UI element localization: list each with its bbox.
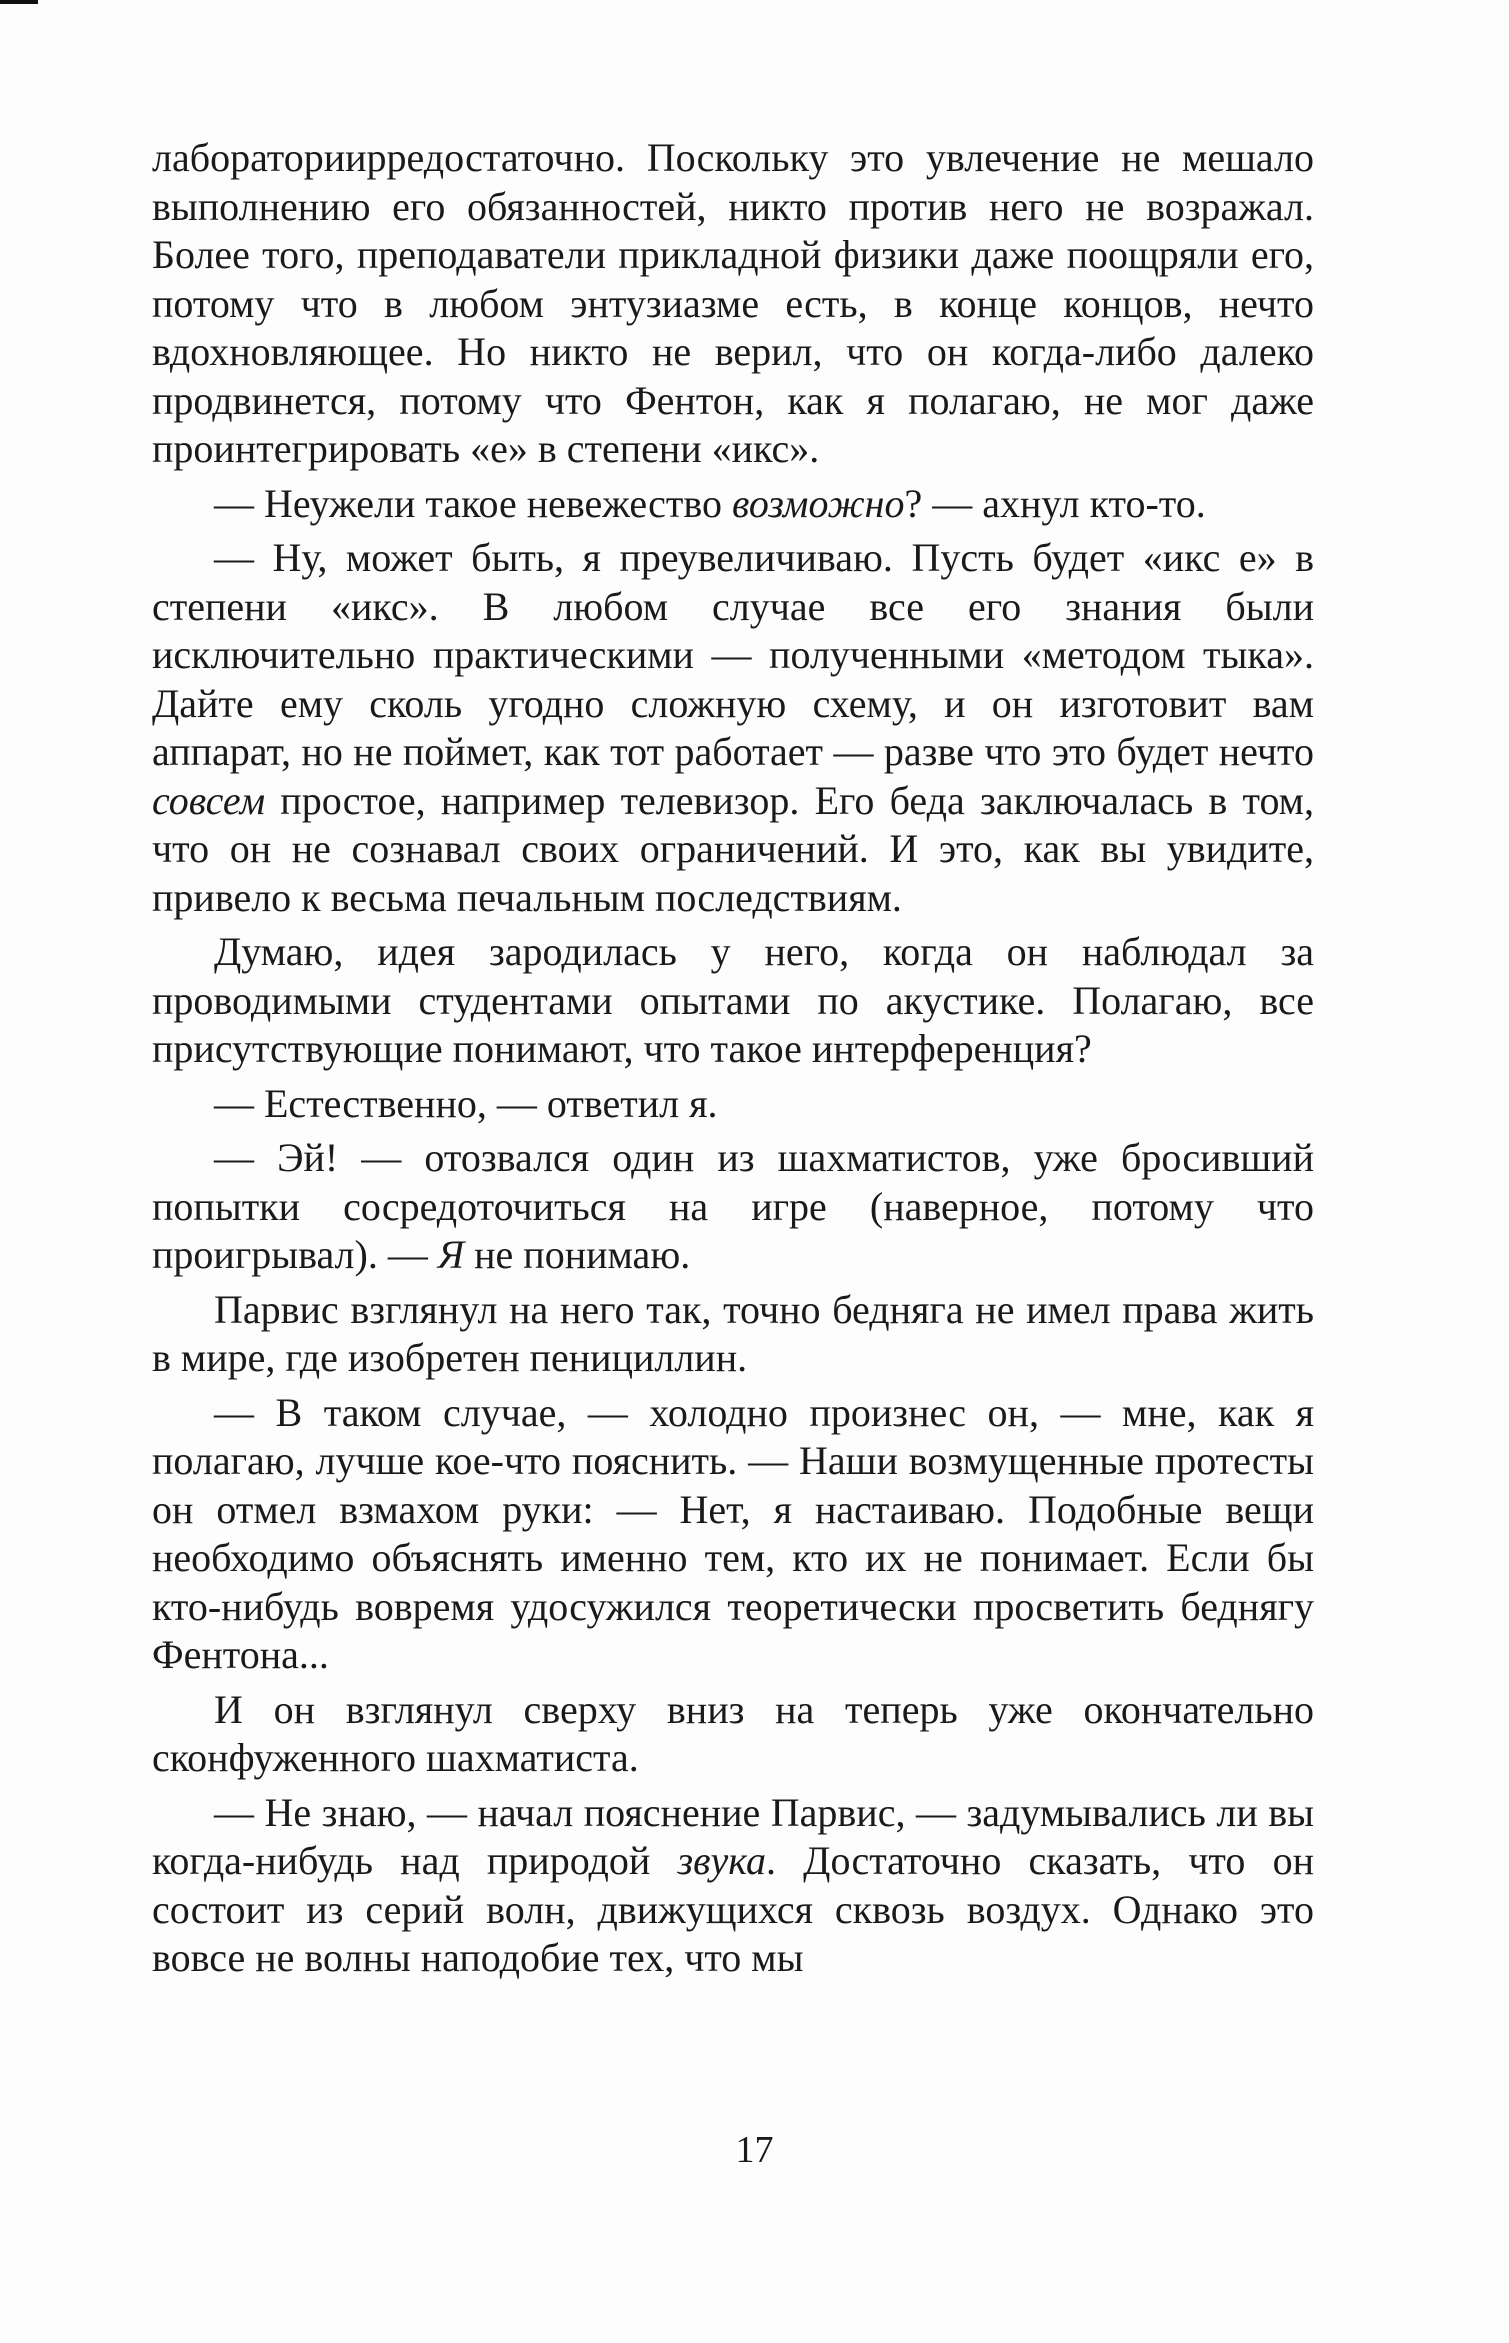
text-run: — Эй! — отозвался один из шахматистов, уже бросивший попытки сосредоточиться на игре (наверное, потому что проигрывал). — <box>152 1135 1314 1277</box>
paragraph <box>152 534 1314 922</box>
text-run: простое, например телевизор. Его беда заключалась в том, что он не сознавал своих ограничений. И это, как вы увидите, привело к весьма печальным последствиям. <box>152 777 1314 920</box>
text-run: ? — ахнул кто-то. <box>904 480 1206 526</box>
text-run: — Естественно, — ответил я. <box>214 1080 718 1126</box>
text-run: — Не знаю, — начал пояснение Парвис, — задумывались ли вы когда-нибудь над природой <box>152 1789 1314 1883</box>
paragraph <box>152 1686 1314 1783</box>
paragraph <box>152 1286 1314 1383</box>
body-text <box>152 134 1314 1989</box>
paragraph <box>152 1080 1314 1129</box>
text-run: не понимаю. <box>464 1232 691 1277</box>
text-run: — В таком случае, — холодно произнес он, — мне, как я полагаю, лучше кое-что пояснить. — Наши возмущенные протесты он отмел взмахом руки: — Нет, я настаиваю. Подобные вещи необходимо объяснять именно тем, кто их не понимает. Если бы кто-нибудь вовремя удосужился теоретически просветить беднягу Фентона... <box>152 1389 1314 1677</box>
paragraph <box>152 1789 1314 1983</box>
text-run: . Достаточно сказать, что он состоит из серий волн, движущихся сквозь воздух. Однако это вовсе не волны наподобие тех, что мы <box>152 1838 1315 1980</box>
text-run: Парвис взглянул на него так, точно бедняга не имел права жить в мире, где изобретен пенициллин. <box>152 1286 1314 1380</box>
italic-text-run: Я <box>437 1232 465 1277</box>
paragraph <box>152 1134 1314 1280</box>
italic-text-run: звука <box>677 1838 766 1883</box>
paragraph <box>152 928 1314 1074</box>
paragraph <box>152 1389 1314 1680</box>
paragraph <box>152 480 1314 529</box>
italic-text-run: возможно <box>732 480 905 526</box>
paragraph <box>152 134 1314 474</box>
text-run: — Неужели такое невежество <box>214 480 732 526</box>
text-run: лабораторииpредостаточно. Поскольку это увлечение не мешало выполнению его обязанностей, никто против него не возражал. Более того, преподаватели прикладной физики даже поощряли его, потому что в любом энтузиазме есть, в конце концов, нечто вдохновляющее. Но никто не верил, что он когда-либо далеко продвинется, потому что Фентон, как я полагаю, не мог даже проинтегрировать «е» в степени «икс». <box>152 135 1314 471</box>
italic-text-run: совсем <box>152 777 266 823</box>
text-run: — Ну, может быть, я преувеличиваю. Пусть будет «икс е» в степени «икс». В любом случае все его знания были исключительно практическими — полученными «методом тыка». Дайте ему сколь угодно сложную схему, и он изготовит вам аппарат, но не поймет, как тот работает — разве что это будет нечто <box>152 535 1314 774</box>
scan-corner-mark <box>0 0 38 4</box>
text-run: И он взглянул сверху вниз на теперь уже окончательно сконфуженного шахматиста. <box>152 1686 1314 1780</box>
text-run: Думаю, идея зародилась у него, когда он наблюдал за проводимыми студентами опытами по акустике. Полагаю, все присутствующие понимают, что такое интерференция? <box>152 929 1314 1071</box>
page-number: 17 <box>735 2129 774 2171</box>
